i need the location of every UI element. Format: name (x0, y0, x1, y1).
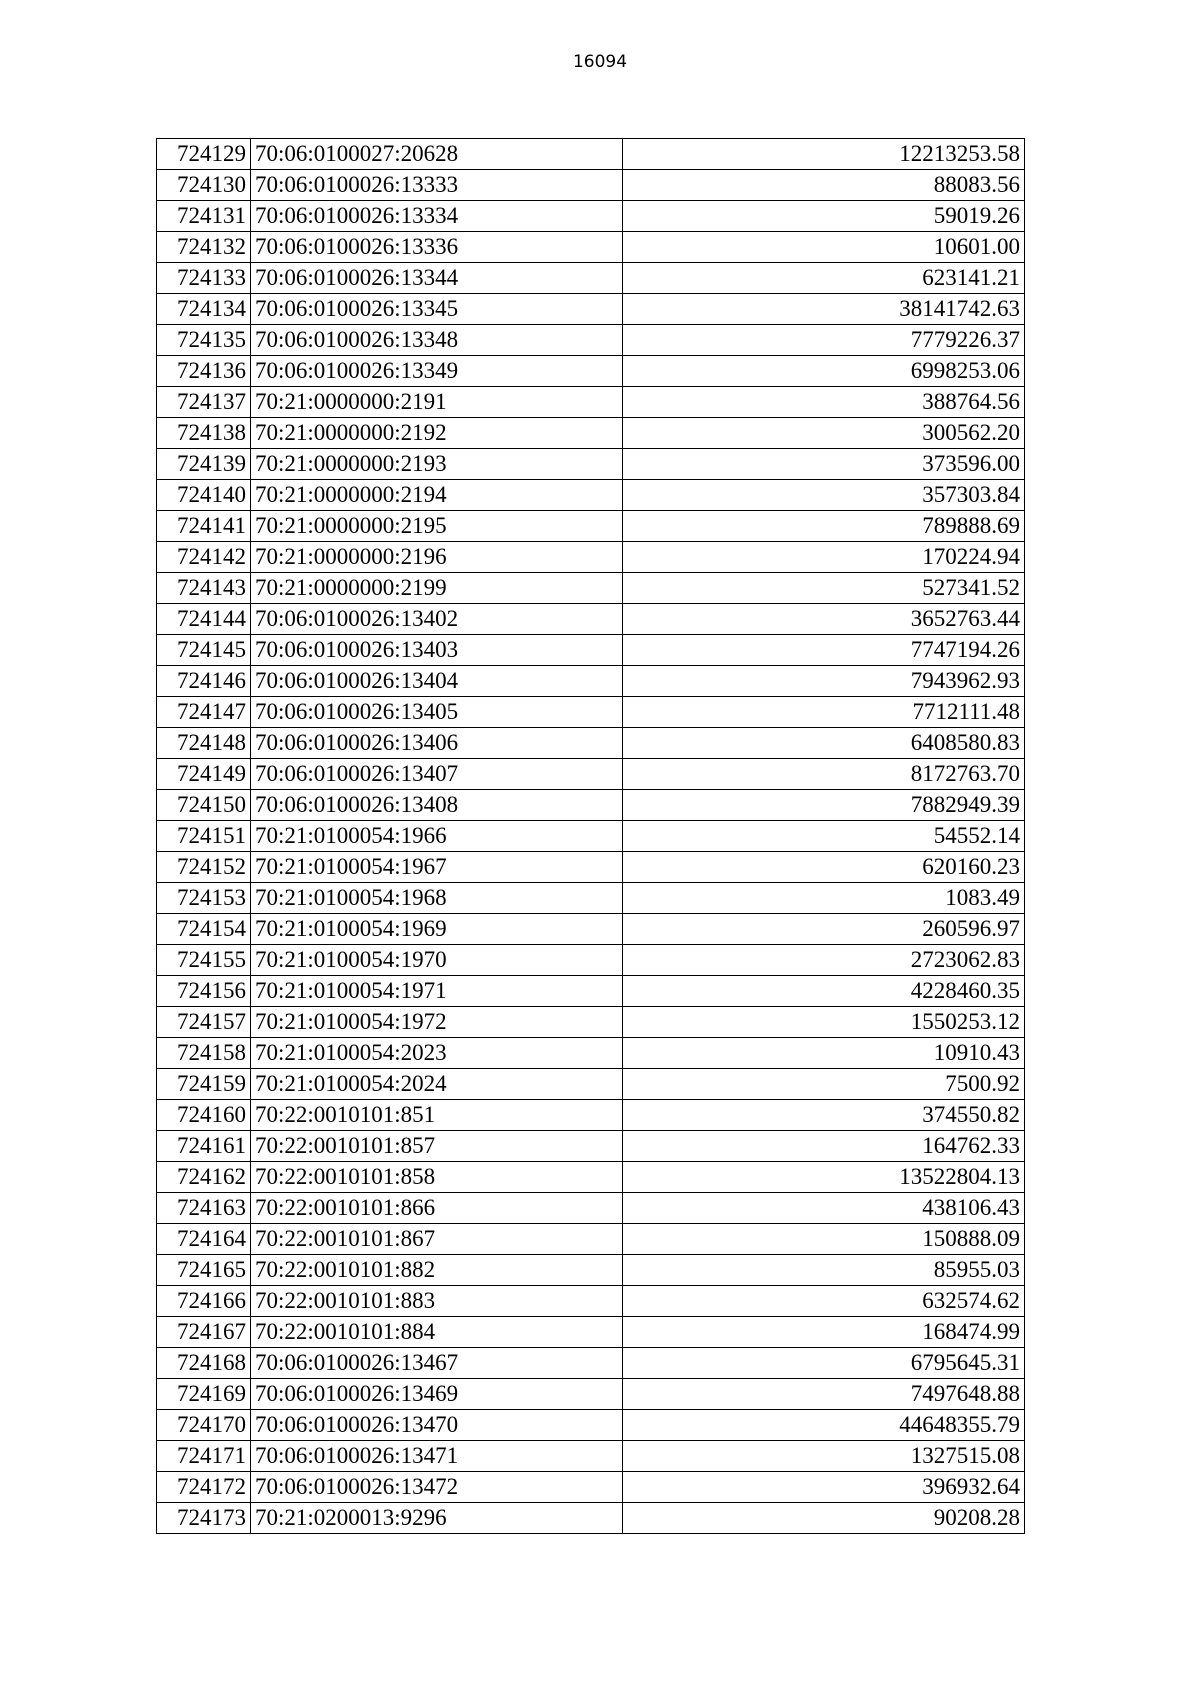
row-number-cell: 724141 (157, 511, 251, 542)
row-number-cell: 724170 (157, 1410, 251, 1441)
row-number-cell: 724135 (157, 325, 251, 356)
table-row (157, 1162, 1025, 1193)
cadastral-number-cell: 70:06:0100026:13334 (251, 201, 623, 232)
value-cell: 10910.43 (623, 1038, 1025, 1069)
value-cell: 150888.09 (623, 1224, 1025, 1255)
table-row (157, 480, 1025, 511)
row-number-cell: 724158 (157, 1038, 251, 1069)
cadastral-number-cell: 70:21:0000000:2193 (251, 449, 623, 480)
value-cell: 2723062.83 (623, 945, 1025, 976)
table-row (157, 1069, 1025, 1100)
value-cell: 6795645.31 (623, 1348, 1025, 1379)
row-number-cell: 724163 (157, 1193, 251, 1224)
table-row (157, 1379, 1025, 1410)
table-row (157, 976, 1025, 1007)
table-row (157, 263, 1025, 294)
cadastral-number-cell: 70:22:0010101:882 (251, 1255, 623, 1286)
value-cell: 88083.56 (623, 170, 1025, 201)
table-row (157, 201, 1025, 232)
cadastral-number-cell: 70:21:0100054:1970 (251, 945, 623, 976)
value-cell: 8172763.70 (623, 759, 1025, 790)
table-row (157, 1503, 1025, 1534)
row-number-cell: 724142 (157, 542, 251, 573)
cadastral-number-cell: 70:21:0100054:2023 (251, 1038, 623, 1069)
table-row (157, 449, 1025, 480)
value-cell: 1083.49 (623, 883, 1025, 914)
row-number-cell: 724147 (157, 697, 251, 728)
row-number-cell: 724167 (157, 1317, 251, 1348)
cadastral-number-cell: 70:21:0100054:1967 (251, 852, 623, 883)
value-cell: 54552.14 (623, 821, 1025, 852)
row-number-cell: 724149 (157, 759, 251, 790)
cadastral-number-cell: 70:06:0100026:13470 (251, 1410, 623, 1441)
value-cell: 59019.26 (623, 201, 1025, 232)
cadastral-number-cell: 70:21:0100054:1968 (251, 883, 623, 914)
cadastral-number-cell: 70:06:0100026:13336 (251, 232, 623, 263)
table-row (157, 1286, 1025, 1317)
value-cell: 168474.99 (623, 1317, 1025, 1348)
row-number-cell: 724150 (157, 790, 251, 821)
table-row (157, 604, 1025, 635)
cadastral-number-cell: 70:21:0100054:1972 (251, 1007, 623, 1038)
row-number-cell: 724134 (157, 294, 251, 325)
row-number-cell: 724153 (157, 883, 251, 914)
value-cell: 388764.56 (623, 387, 1025, 418)
registry-table (156, 138, 1025, 1534)
value-cell: 620160.23 (623, 852, 1025, 883)
cadastral-number-cell: 70:06:0100026:13405 (251, 697, 623, 728)
cadastral-number-cell: 70:22:0010101:884 (251, 1317, 623, 1348)
value-cell: 38141742.63 (623, 294, 1025, 325)
value-cell: 623141.21 (623, 263, 1025, 294)
page-number: 16094 (572, 52, 628, 72)
row-number-cell: 724146 (157, 666, 251, 697)
table-row (157, 1224, 1025, 1255)
row-number-cell: 724162 (157, 1162, 251, 1193)
value-cell: 7882949.39 (623, 790, 1025, 821)
value-cell: 4228460.35 (623, 976, 1025, 1007)
value-cell: 7712111.48 (623, 697, 1025, 728)
value-cell: 90208.28 (623, 1503, 1025, 1534)
value-cell: 1327515.08 (623, 1441, 1025, 1472)
row-number-cell: 724160 (157, 1100, 251, 1131)
registry-table-body (157, 139, 1025, 1534)
table-row (157, 728, 1025, 759)
value-cell: 374550.82 (623, 1100, 1025, 1131)
row-number-cell: 724161 (157, 1131, 251, 1162)
row-number-cell: 724173 (157, 1503, 251, 1534)
cadastral-number-cell: 70:06:0100026:13404 (251, 666, 623, 697)
cadastral-number-cell: 70:06:0100026:13349 (251, 356, 623, 387)
value-cell: 789888.69 (623, 511, 1025, 542)
cadastral-number-cell: 70:21:0000000:2194 (251, 480, 623, 511)
table-row (157, 356, 1025, 387)
value-cell: 44648355.79 (623, 1410, 1025, 1441)
value-cell: 438106.43 (623, 1193, 1025, 1224)
cadastral-number-cell: 70:21:0000000:2191 (251, 387, 623, 418)
value-cell: 7500.92 (623, 1069, 1025, 1100)
cadastral-number-cell: 70:06:0100026:13402 (251, 604, 623, 635)
row-number-cell: 724129 (157, 139, 251, 170)
cadastral-number-cell: 70:06:0100026:13471 (251, 1441, 623, 1472)
table-row (157, 170, 1025, 201)
row-number-cell: 724137 (157, 387, 251, 418)
table-row (157, 1472, 1025, 1503)
table-row (157, 697, 1025, 728)
value-cell: 300562.20 (623, 418, 1025, 449)
row-number-cell: 724164 (157, 1224, 251, 1255)
row-number-cell: 724132 (157, 232, 251, 263)
row-number-cell: 724145 (157, 635, 251, 666)
cadastral-number-cell: 70:21:0000000:2192 (251, 418, 623, 449)
cadastral-number-cell: 70:22:0010101:851 (251, 1100, 623, 1131)
value-cell: 7497648.88 (623, 1379, 1025, 1410)
cadastral-number-cell: 70:06:0100026:13403 (251, 635, 623, 666)
cadastral-number-cell: 70:21:0000000:2195 (251, 511, 623, 542)
table-row (157, 1348, 1025, 1379)
value-cell: 170224.94 (623, 542, 1025, 573)
table-row (157, 914, 1025, 945)
value-cell: 3652763.44 (623, 604, 1025, 635)
row-number-cell: 724172 (157, 1472, 251, 1503)
cadastral-number-cell: 70:21:0100054:1969 (251, 914, 623, 945)
value-cell: 527341.52 (623, 573, 1025, 604)
table-row (157, 635, 1025, 666)
table-row (157, 573, 1025, 604)
cadastral-number-cell: 70:22:0010101:866 (251, 1193, 623, 1224)
cadastral-number-cell: 70:06:0100026:13348 (251, 325, 623, 356)
row-number-cell: 724136 (157, 356, 251, 387)
row-number-cell: 724166 (157, 1286, 251, 1317)
cadastral-number-cell: 70:06:0100026:13406 (251, 728, 623, 759)
value-cell: 10601.00 (623, 232, 1025, 263)
table-row (157, 1100, 1025, 1131)
row-number-cell: 724157 (157, 1007, 251, 1038)
cadastral-number-cell: 70:06:0100026:13407 (251, 759, 623, 790)
value-cell: 13522804.13 (623, 1162, 1025, 1193)
table-row (157, 542, 1025, 573)
table-row (157, 945, 1025, 976)
cadastral-number-cell: 70:22:0010101:858 (251, 1162, 623, 1193)
table-row (157, 1131, 1025, 1162)
row-number-cell: 724169 (157, 1379, 251, 1410)
value-cell: 260596.97 (623, 914, 1025, 945)
cadastral-number-cell: 70:06:0100026:13472 (251, 1472, 623, 1503)
row-number-cell: 724143 (157, 573, 251, 604)
row-number-cell: 724168 (157, 1348, 251, 1379)
table-row (157, 294, 1025, 325)
row-number-cell: 724138 (157, 418, 251, 449)
cadastral-number-cell: 70:22:0010101:867 (251, 1224, 623, 1255)
row-number-cell: 724133 (157, 263, 251, 294)
row-number-cell: 724171 (157, 1441, 251, 1472)
cadastral-number-cell: 70:21:0100054:1971 (251, 976, 623, 1007)
row-number-cell: 724139 (157, 449, 251, 480)
value-cell: 7747194.26 (623, 635, 1025, 666)
value-cell: 6408580.83 (623, 728, 1025, 759)
value-cell: 6998253.06 (623, 356, 1025, 387)
row-number-cell: 724144 (157, 604, 251, 635)
cadastral-number-cell: 70:06:0100026:13333 (251, 170, 623, 201)
table-row (157, 511, 1025, 542)
value-cell: 164762.33 (623, 1131, 1025, 1162)
value-cell: 373596.00 (623, 449, 1025, 480)
table-row (157, 1410, 1025, 1441)
table-row (157, 666, 1025, 697)
table-row (157, 1317, 1025, 1348)
cadastral-number-cell: 70:22:0010101:857 (251, 1131, 623, 1162)
cadastral-number-cell: 70:06:0100026:13344 (251, 263, 623, 294)
cadastral-number-cell: 70:22:0010101:883 (251, 1286, 623, 1317)
table-row (157, 852, 1025, 883)
cadastral-number-cell: 70:21:0200013:9296 (251, 1503, 623, 1534)
cadastral-number-cell: 70:21:0100054:1966 (251, 821, 623, 852)
row-number-cell: 724154 (157, 914, 251, 945)
row-number-cell: 724165 (157, 1255, 251, 1286)
table-row (157, 1007, 1025, 1038)
value-cell: 7779226.37 (623, 325, 1025, 356)
table-row (157, 1038, 1025, 1069)
value-cell: 1550253.12 (623, 1007, 1025, 1038)
row-number-cell: 724151 (157, 821, 251, 852)
row-number-cell: 724152 (157, 852, 251, 883)
cadastral-number-cell: 70:06:0100026:13408 (251, 790, 623, 821)
table-row (157, 1441, 1025, 1472)
value-cell: 85955.03 (623, 1255, 1025, 1286)
row-number-cell: 724159 (157, 1069, 251, 1100)
cadastral-number-cell: 70:21:0100054:2024 (251, 1069, 623, 1100)
table-row (157, 821, 1025, 852)
table-row (157, 883, 1025, 914)
row-number-cell: 724156 (157, 976, 251, 1007)
cadastral-number-cell: 70:06:0100027:20628 (251, 139, 623, 170)
cadastral-number-cell: 70:06:0100026:13467 (251, 1348, 623, 1379)
table-row (157, 325, 1025, 356)
table-row (157, 387, 1025, 418)
row-number-cell: 724148 (157, 728, 251, 759)
value-cell: 7943962.93 (623, 666, 1025, 697)
value-cell: 357303.84 (623, 480, 1025, 511)
value-cell: 12213253.58 (623, 139, 1025, 170)
row-number-cell: 724131 (157, 201, 251, 232)
table-row (157, 139, 1025, 170)
table-row (157, 418, 1025, 449)
table-row (157, 1255, 1025, 1286)
table-row (157, 790, 1025, 821)
cadastral-number-cell: 70:21:0000000:2199 (251, 573, 623, 604)
row-number-cell: 724155 (157, 945, 251, 976)
row-number-cell: 724130 (157, 170, 251, 201)
row-number-cell: 724140 (157, 480, 251, 511)
cadastral-number-cell: 70:21:0000000:2196 (251, 542, 623, 573)
table-row (157, 1193, 1025, 1224)
table-row (157, 759, 1025, 790)
value-cell: 632574.62 (623, 1286, 1025, 1317)
value-cell: 396932.64 (623, 1472, 1025, 1503)
cadastral-number-cell: 70:06:0100026:13345 (251, 294, 623, 325)
cadastral-number-cell: 70:06:0100026:13469 (251, 1379, 623, 1410)
table-row (157, 232, 1025, 263)
